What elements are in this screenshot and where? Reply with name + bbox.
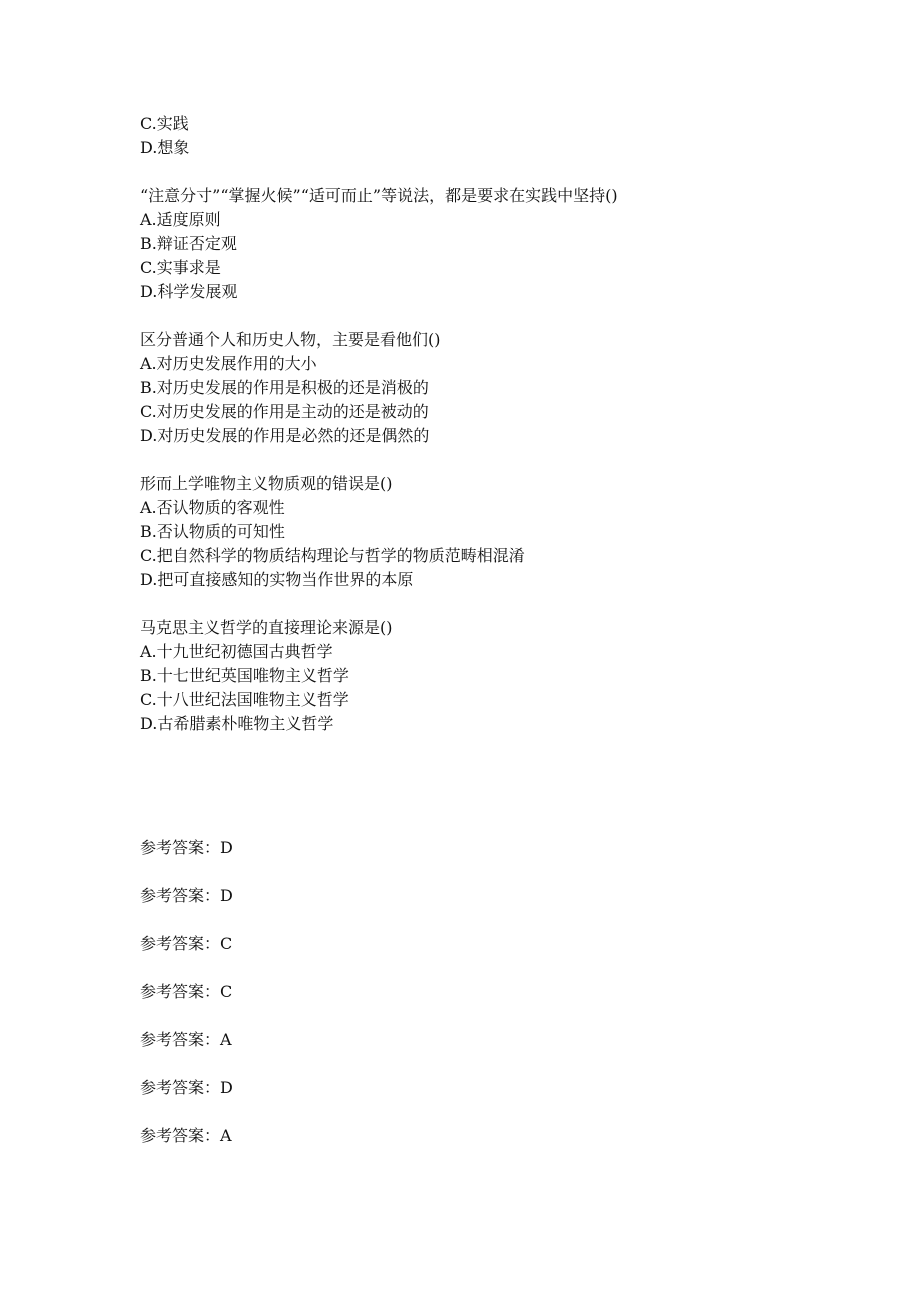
option-d: D.对历史发展的作用是必然的还是偶然的 (140, 426, 430, 445)
option-d: D.古希腊素朴唯物主义哲学 (140, 714, 334, 733)
answer-6: 参考答案：D (140, 1078, 233, 1097)
option-c: C.实事求是 (140, 258, 221, 277)
question-stem: “注意分寸”“掌握火候”“适可而止”等说法，都是要求在实践中坚持() (140, 186, 618, 205)
answer-4: 参考答案：C (140, 982, 233, 1001)
question-stem: 形而上学唯物主义物质观的错误是() (140, 474, 393, 493)
answer-2: 参考答案：D (140, 886, 233, 905)
option-a: A.对历史发展作用的大小 (140, 354, 317, 373)
answer-3: 参考答案：C (140, 934, 233, 953)
question-list (140, 112, 840, 760)
option-a: A.十九世纪初德国古典哲学 (140, 642, 333, 661)
question-3 (140, 472, 840, 592)
answer-5: 参考答案：A (140, 1030, 232, 1049)
option-c: C.把自然科学的物质结构理论与哲学的物质范畴相混淆 (140, 546, 525, 565)
option-d: D.把可直接感知的实物当作世界的本原 (140, 570, 414, 589)
answer-1: 参考答案：D (140, 838, 233, 857)
question-1 (140, 184, 840, 304)
option-d: D.科学发展观 (140, 282, 238, 301)
answer-key (140, 836, 840, 1172)
question-stem: 区分普通个人和历史人物，主要是看他们() (140, 330, 441, 349)
option-a: A.否认物质的客观性 (140, 498, 285, 517)
option-c: C.实践 (140, 114, 189, 133)
partial-question (140, 112, 840, 160)
option-c: C.对历史发展的作用是主动的还是被动的 (140, 402, 429, 421)
option-b: B.对历史发展的作用是积极的还是消极的 (140, 378, 429, 397)
option-d: D.想象 (140, 138, 190, 157)
option-a: A.适度原则 (140, 210, 221, 229)
question-2 (140, 328, 840, 448)
option-b: B.否认物质的可知性 (140, 522, 285, 541)
option-b: B.十七世纪英国唯物主义哲学 (140, 666, 349, 685)
option-b: B.辩证否定观 (140, 234, 237, 253)
option-c: C.十八世纪法国唯物主义哲学 (140, 690, 349, 709)
answer-7: 参考答案：A (140, 1126, 232, 1145)
question-4 (140, 616, 840, 736)
question-stem: 马克思主义哲学的直接理论来源是() (140, 618, 393, 637)
